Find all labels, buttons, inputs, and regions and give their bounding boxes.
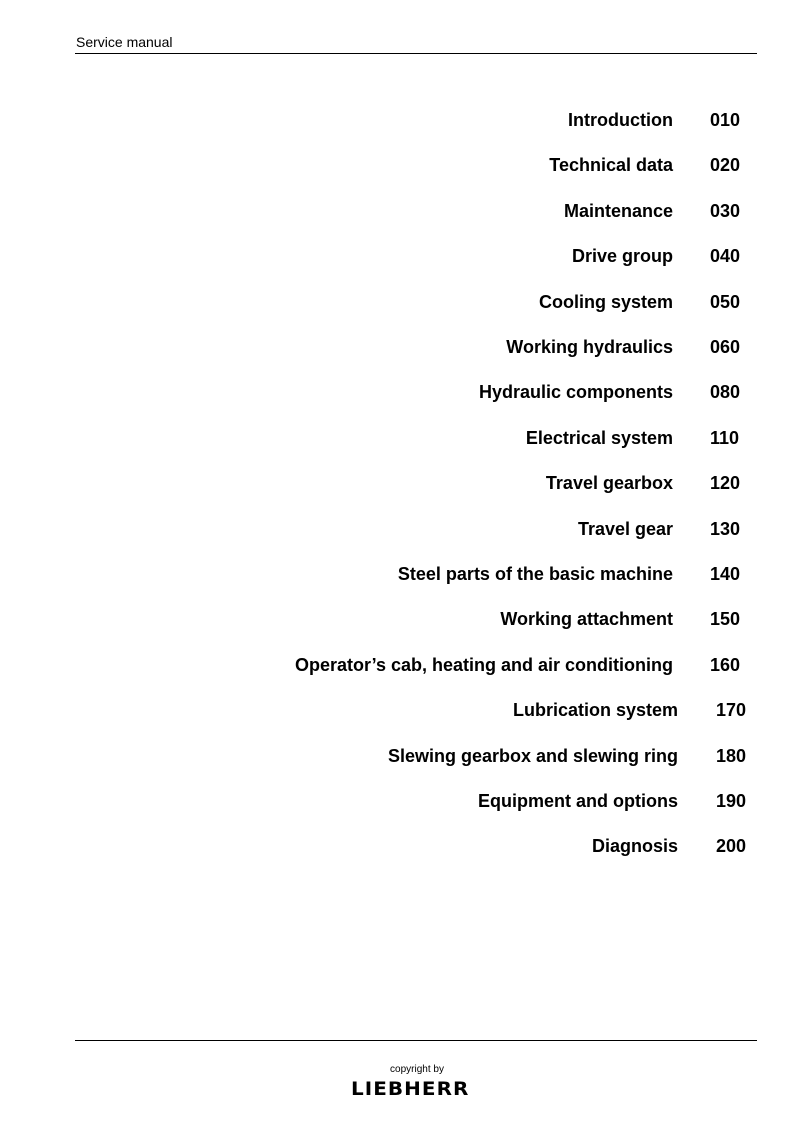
footer-divider bbox=[75, 1040, 757, 1041]
toc-entry-number: 080 bbox=[710, 382, 741, 402]
toc-entry-number: 050 bbox=[710, 292, 741, 312]
toc-entry-number: 010 bbox=[710, 110, 741, 130]
toc-entry-number: 150 bbox=[710, 609, 741, 629]
toc-entry-title: Steel parts of the basic machine bbox=[397, 564, 673, 584]
liebherr-logo: LIEBHERR bbox=[351, 1078, 470, 1100]
toc-entry bbox=[0, 335, 794, 359]
toc-entry-number: 190 bbox=[716, 791, 747, 811]
toc-entry bbox=[0, 562, 794, 586]
toc-entry-number: 060 bbox=[710, 337, 741, 357]
toc-entry-title: Travel gearbox bbox=[545, 473, 673, 493]
toc-entry bbox=[0, 471, 794, 495]
toc-entry bbox=[0, 244, 794, 268]
toc-entry-number: 180 bbox=[716, 746, 747, 766]
toc-entry-title: Drive group bbox=[571, 246, 673, 266]
toc-entry-title: Slewing gearbox and slewing ring bbox=[387, 746, 678, 766]
toc-entry bbox=[0, 834, 794, 858]
toc-entry-title: Cooling system bbox=[538, 292, 673, 312]
toc-entry-title: Introduction bbox=[568, 110, 673, 130]
toc-entry bbox=[0, 108, 794, 132]
toc-entry bbox=[0, 290, 794, 314]
toc-entry bbox=[0, 426, 794, 450]
toc-entry-number: 170 bbox=[716, 700, 747, 720]
toc-entry-title: Diagnosis bbox=[591, 836, 678, 856]
toc-entry-title: Equipment and options bbox=[478, 791, 678, 811]
toc-entry bbox=[0, 653, 794, 677]
toc-entry bbox=[0, 517, 794, 541]
toc-entry-title: Working hydraulics bbox=[506, 337, 673, 357]
toc-entry bbox=[0, 607, 794, 631]
toc-entry-number: 030 bbox=[710, 201, 741, 221]
copyright-text: copyright by bbox=[390, 1064, 444, 1075]
page-header-title: Service manual bbox=[76, 34, 173, 50]
toc-entry bbox=[0, 698, 794, 722]
toc-entry-number: 130 bbox=[710, 519, 741, 539]
toc-entry-number: 200 bbox=[716, 836, 747, 856]
toc-entry bbox=[0, 153, 794, 177]
toc-entry-title: Working attachment bbox=[500, 609, 673, 629]
toc-entry-title: Maintenance bbox=[563, 201, 673, 221]
toc-entry-title: Electrical system bbox=[525, 428, 673, 448]
toc-entry-title: Operator’s cab, heating and air conditioning bbox=[294, 655, 673, 675]
toc-entry-title: Technical data bbox=[549, 155, 673, 175]
toc-entry-number: 040 bbox=[710, 246, 741, 266]
toc-entry-number: 020 bbox=[710, 155, 741, 175]
toc-entry-title: Hydraulic components bbox=[478, 382, 673, 402]
toc-entry-number: 140 bbox=[710, 564, 741, 584]
toc-entry-number: 160 bbox=[710, 655, 741, 675]
toc-entry bbox=[0, 789, 794, 813]
toc-entry-title: Lubrication system bbox=[512, 700, 678, 720]
toc-entry-number: 110 bbox=[710, 428, 740, 448]
toc-entry bbox=[0, 380, 794, 404]
toc-entry bbox=[0, 199, 794, 223]
toc-entry bbox=[0, 744, 794, 768]
toc-entry-number: 120 bbox=[710, 473, 741, 493]
toc-entry-title: Travel gear bbox=[577, 519, 673, 539]
